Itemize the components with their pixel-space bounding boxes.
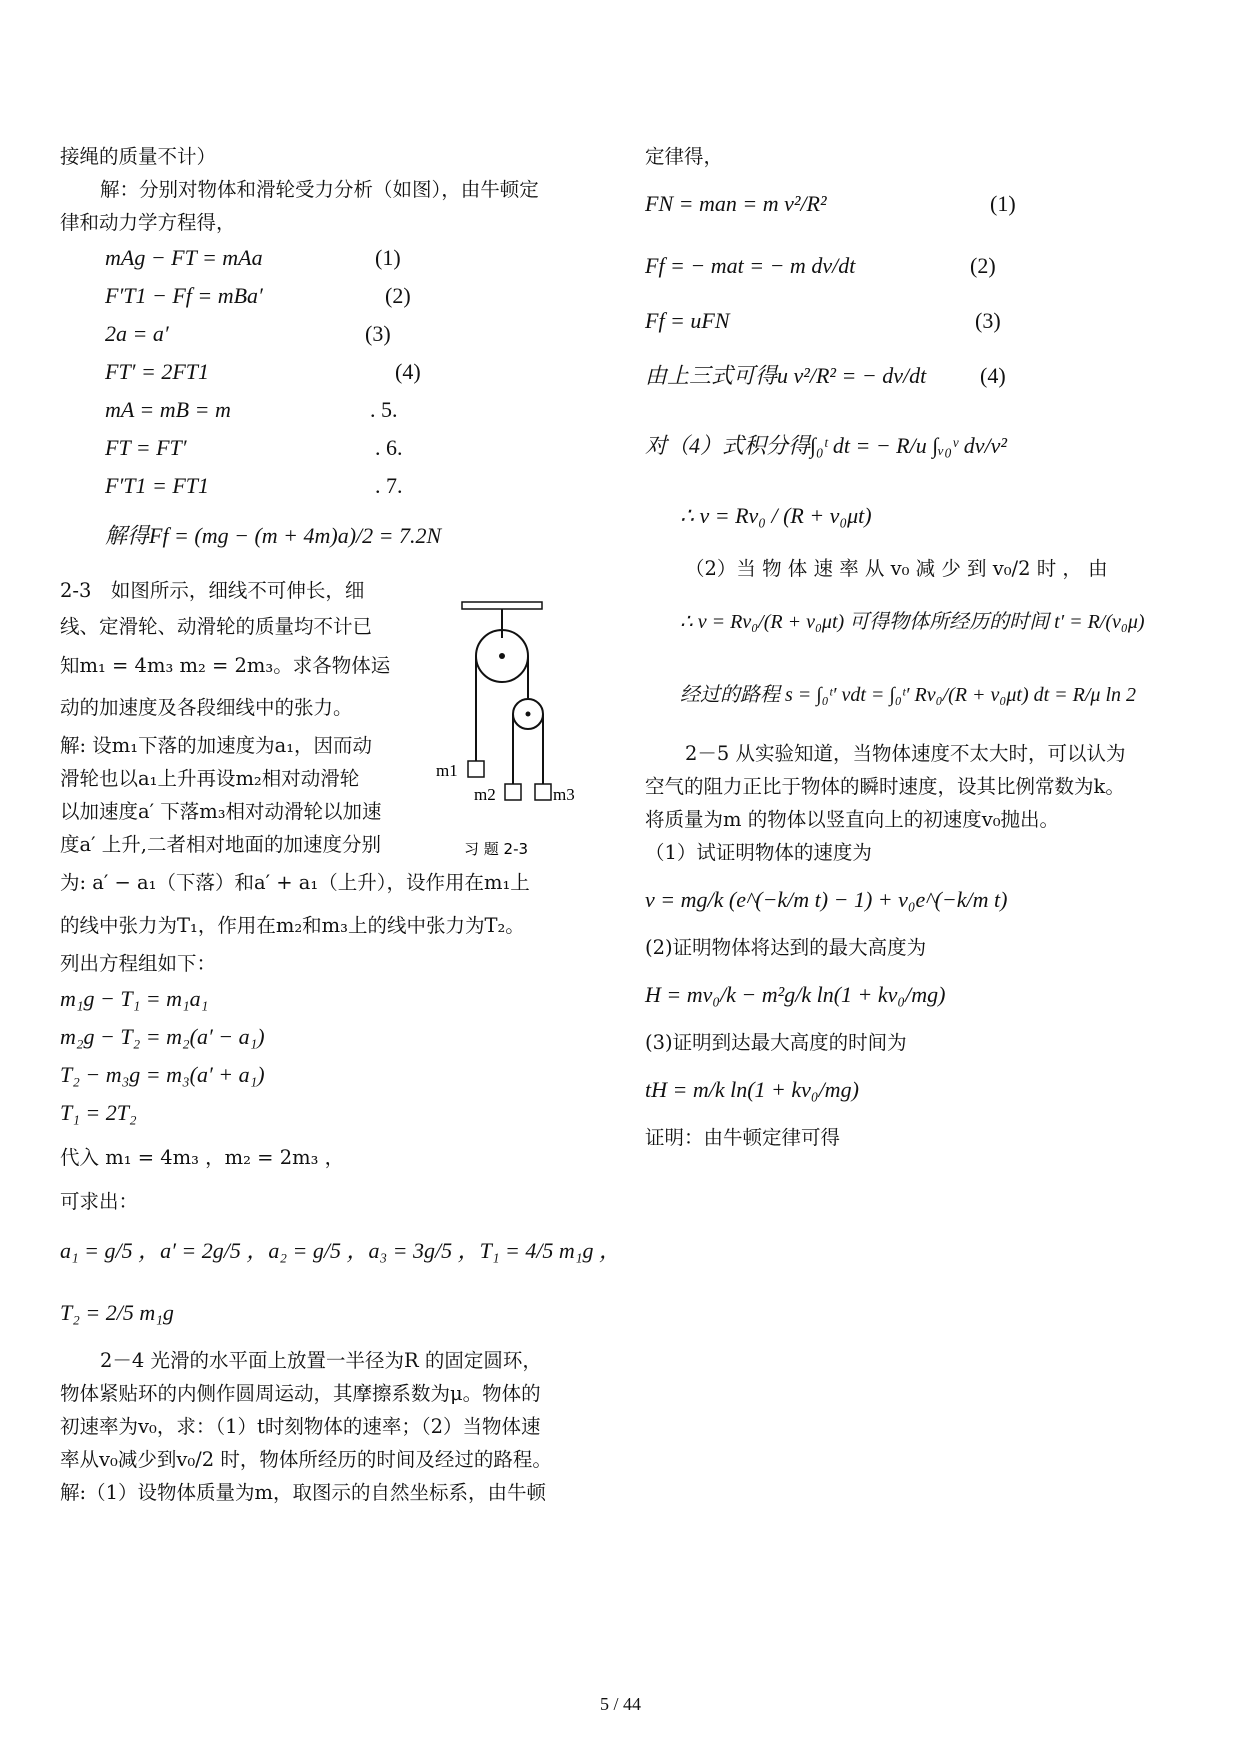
text-line: 动的加速度及各段细线中的张力。 (60, 696, 353, 719)
equation: mA = mB = m . 5. (105, 397, 398, 422)
text-line: 2－5 从实验知道，当物体速度不太大时，可以认为 (685, 742, 1126, 765)
problem-2-5 (645, 737, 1190, 869)
text-line: （2）当 物 体 速 率 从 v₀ 减 少 到 v₀/2 时 ， 由 (685, 557, 1108, 580)
text-line: 2-3 如图所示，细线不可伸长，细 (60, 579, 365, 602)
solution-equation: 解得Ff = (mg − (m + 4m)a)/2 = 7.2N (105, 523, 442, 548)
velocity-equation: v = mg/k (e^(−k/m t) − 1) + v₀e^(−k/m t) (645, 887, 1008, 912)
text-line: 接绳的质量不计） (60, 145, 217, 168)
text-line: 将质量为m 的物体以竖直向上的初速度v₀抛出。 (645, 808, 1060, 831)
equation: Ff = uFN (3) (645, 308, 1001, 333)
equation: FT = FT′ . 6. (105, 435, 403, 460)
text-line: （1）试证明物体的速度为 (645, 841, 872, 864)
label-m1: m1 (436, 761, 458, 780)
equation-block (60, 239, 600, 567)
equation: Ff = − mat = − m dv/dt (2) (645, 253, 996, 278)
text-line: 解：分别对物体和滑轮受力分析（如图），由牛顿定 (100, 178, 539, 201)
result-equation: a₁ = g/5 ，a′ = 2g/5 ，a₂ = g/5 ，a₃ = 3g/5 ，T₁ = 4/5 m₁g ， (60, 1238, 621, 1263)
text-line: 定律得， (645, 145, 724, 168)
mass-m3 (535, 784, 551, 800)
equation: F′T1 − Ff = mBa′ (2) (105, 283, 411, 308)
pulley-diagram (432, 596, 575, 866)
figure-caption: 习 题 2-3 (464, 840, 529, 858)
text-line: 空气的阻力正比于物体的瞬时速度，设其比例常数为k。 (645, 775, 1125, 798)
equation: m₁g − T₁ = m₁a₁ (60, 986, 209, 1011)
label-m2: m2 (474, 785, 496, 804)
equation: m₂g − T₂ = m₂(a′ − a₁) (60, 1024, 265, 1049)
text-line: (2)证明物体将达到的最大高度为 (645, 936, 927, 959)
equation: 由上三式可得u v²/R² = − dv/dt (4) (645, 363, 1006, 388)
text-line: (3)证明到达最大高度的时间为 (645, 1031, 907, 1054)
equation: T₂ − m₃g = m₃(a′ + a₁) (60, 1062, 265, 1087)
equation: mAg − FT = mAa (1) (105, 245, 401, 270)
text-line: 率从v₀减少到v₀/2 时，物体所经历的时间及经过的路程。 (60, 1448, 552, 1471)
text-line: 列出方程组如下： (60, 952, 217, 975)
equation: F′T1 = FT1 . 7. (105, 473, 403, 498)
result-equation: T₂ = 2/5 m₁g (60, 1300, 174, 1325)
right-column (645, 140, 1190, 1154)
equation: T₁ = 2T₂ (60, 1100, 137, 1125)
equation-system (60, 980, 600, 1132)
text-line: 证明：由牛顿定律可得 (645, 1126, 841, 1149)
result-equation: ∴ v = Rv₀/(R + v₀μt) 可得物体所经历的时间 t′ = R/(v₀μ) (680, 611, 1145, 633)
time-equation: tH = m/k ln(1 + kv₀/mg) (645, 1077, 859, 1102)
text-line: 代入 m₁ = 4m₃ ，m₂ = 2m₃ ， (60, 1146, 345, 1169)
mass-m1 (468, 761, 484, 777)
equation: FN = man = m v²/R² (1) (645, 191, 1016, 216)
text-line: 解: 设m₁下落的加速度为a₁，因而动 (60, 734, 373, 757)
label-m3: m3 (553, 785, 575, 804)
text-line: 以加速度a′ 下落m₃相对动滑轮以加速 (60, 800, 382, 823)
text-line: 为: a′ − a₁（下落）和a′ + a₁（上升），设作用在m₁上 (60, 871, 530, 894)
integral-equation: 对（4）式积分得∫₀ᵗ dt = − R/u ∫ᵥ₀ᵛ dv/v² (645, 433, 1007, 458)
text-line: 解:（1）设物体质量为m，取图示的自然坐标系，由牛顿 (60, 1481, 546, 1504)
text-line: 2－4 光滑的水平面上放置一半径为R 的固定圆环， (100, 1349, 542, 1372)
text-line: 可求出： (60, 1190, 139, 1213)
text-line: 初速率为v₀，求：（1）t时刻物体的速率；（2）当物体速 (60, 1415, 541, 1438)
text-line: 滑轮也以a₁上升再设m₂相对动滑轮 (60, 767, 360, 790)
page-number: 5 / 44 (599, 1694, 641, 1714)
mass-m2 (505, 784, 521, 800)
text-line: 的线中张力为T₁，作用在m₂和m₃上的线中张力为T₂。 (60, 914, 525, 937)
path-equation: 经过的路程 s = ∫₀ᵗ′ vdt = ∫₀ᵗ′ Rv₀/(R + v₀μt) dt = R/μ ln 2 (680, 684, 1137, 706)
result-equation: ∴ v = Rv₀ / (R + v₀μt) (680, 503, 872, 528)
text-line: 知m₁ = 4m₃ m₂ = 2m₃。求各物体运 (60, 654, 391, 677)
pulley-figure (432, 596, 575, 866)
equation: FT′ = 2FT1 (4) (105, 359, 421, 384)
text-line: 度a′ 上升,二者相对地面的加速度分别 (60, 833, 381, 856)
text-line: 物体紧贴环的内侧作圆周运动，其摩擦系数为μ。物体的 (60, 1382, 541, 1405)
equation: 2a = a′ (3) (105, 321, 391, 346)
text-line: 律和动力学方程得， (60, 211, 236, 234)
height-equation: H = mv₀/k − m²g/k ln(1 + kv₀/mg) (645, 982, 946, 1007)
problem-2-4 (60, 1344, 600, 1509)
text-line: 线、定滑轮、动滑轮的质量均不计已 (60, 615, 373, 638)
